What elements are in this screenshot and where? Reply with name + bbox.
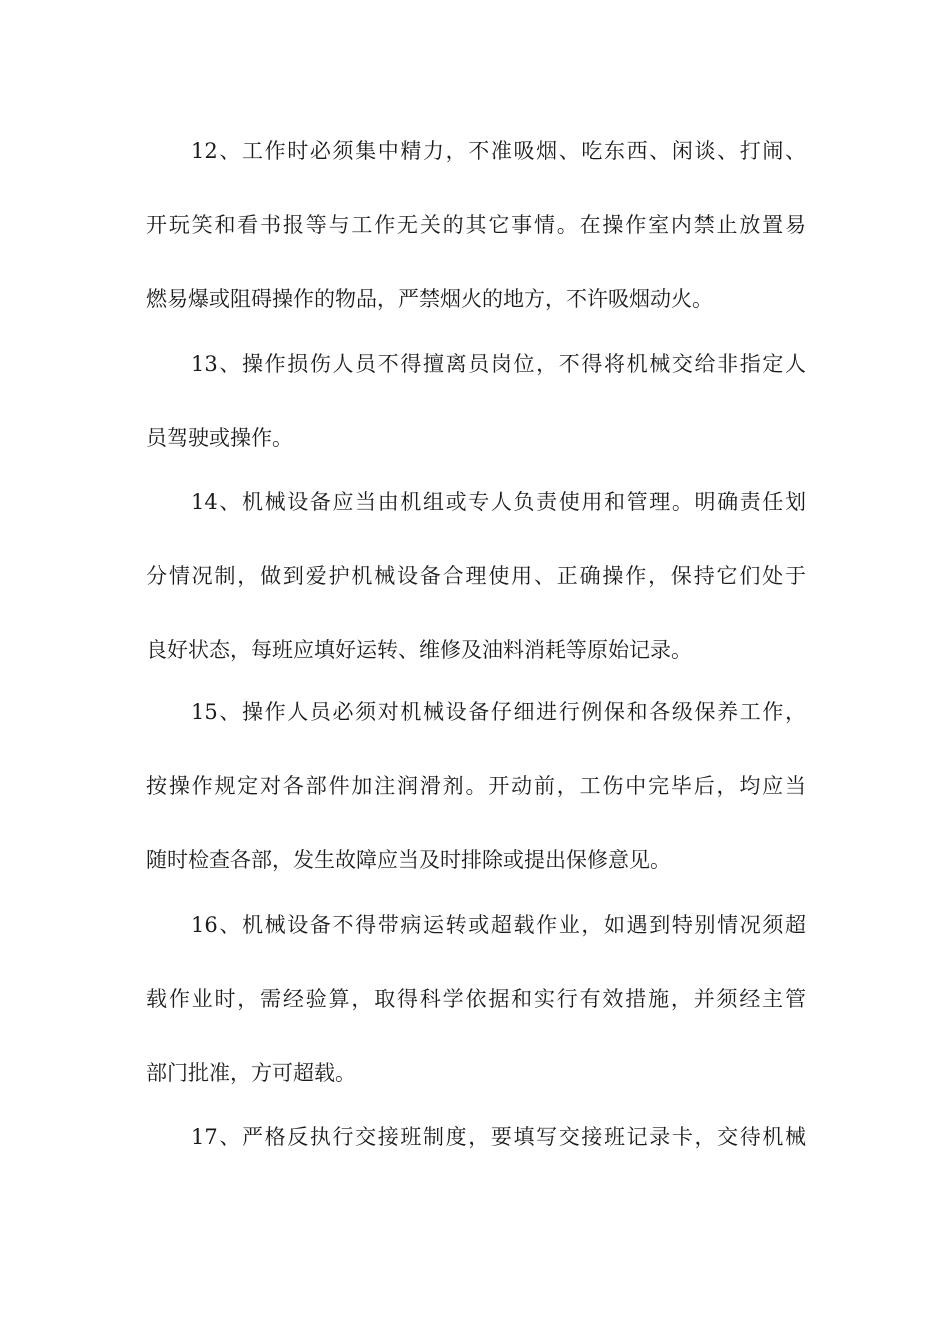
paragraph-12-line-1: 12、工作时必须集中精力，不准吸烟、吃东西、闲谈、打闹、 [191, 139, 806, 163]
paragraph-13-line-1: 13、操作损伤人员不得擅离员岗位，不得将机械交给非指定人 [191, 352, 806, 376]
paragraph-15-line-1: 15、操作人员必须对机械设备仔细进行例保和各级保养工作， [191, 700, 806, 724]
paragraph-12-line-2: 开玩笑和看书报等与工作无关的其它事情。在操作室内禁止放置易 [146, 213, 806, 237]
paragraph-16-line-3: 部门批准，方可超载。 [146, 1061, 356, 1085]
paragraph-14-line-1: 14、机械设备应当由机组或专人负责使用和管理。明确责任划 [191, 490, 806, 514]
paragraph-15-line-2: 按操作规定对各部件加注润滑剂。开动前，工伤中完毕后，均应当 [146, 774, 806, 798]
paragraph-14-line-3: 良好状态，每班应填好运转、维修及油料消耗等原始记录。 [146, 638, 692, 662]
paragraph-15-line-3: 随时检查各部，发生故障应当及时排除或提出保修意见。 [146, 848, 671, 872]
paragraph-16-line-2: 载作业时，需经验算，取得科学依据和实行有效措施，并须经主管 [146, 987, 806, 1011]
paragraph-14-line-2: 分情况制，做到爱护机械设备合理使用、正确操作，保持它们处于 [146, 564, 806, 588]
paragraph-16-line-1: 16、机械设备不得带病运转或超载作业，如遇到特别情况须超 [191, 913, 806, 937]
paragraph-17-line-1: 17、严格反执行交接班制度，要填写交接班记录卡，交待机械 [191, 1125, 806, 1149]
paragraph-13-line-2: 员驾驶或操作。 [146, 426, 293, 450]
paragraph-12-line-3: 燃易爆或阻碍操作的物品，严禁烟火的地方，不许吸烟动火。 [146, 287, 713, 311]
